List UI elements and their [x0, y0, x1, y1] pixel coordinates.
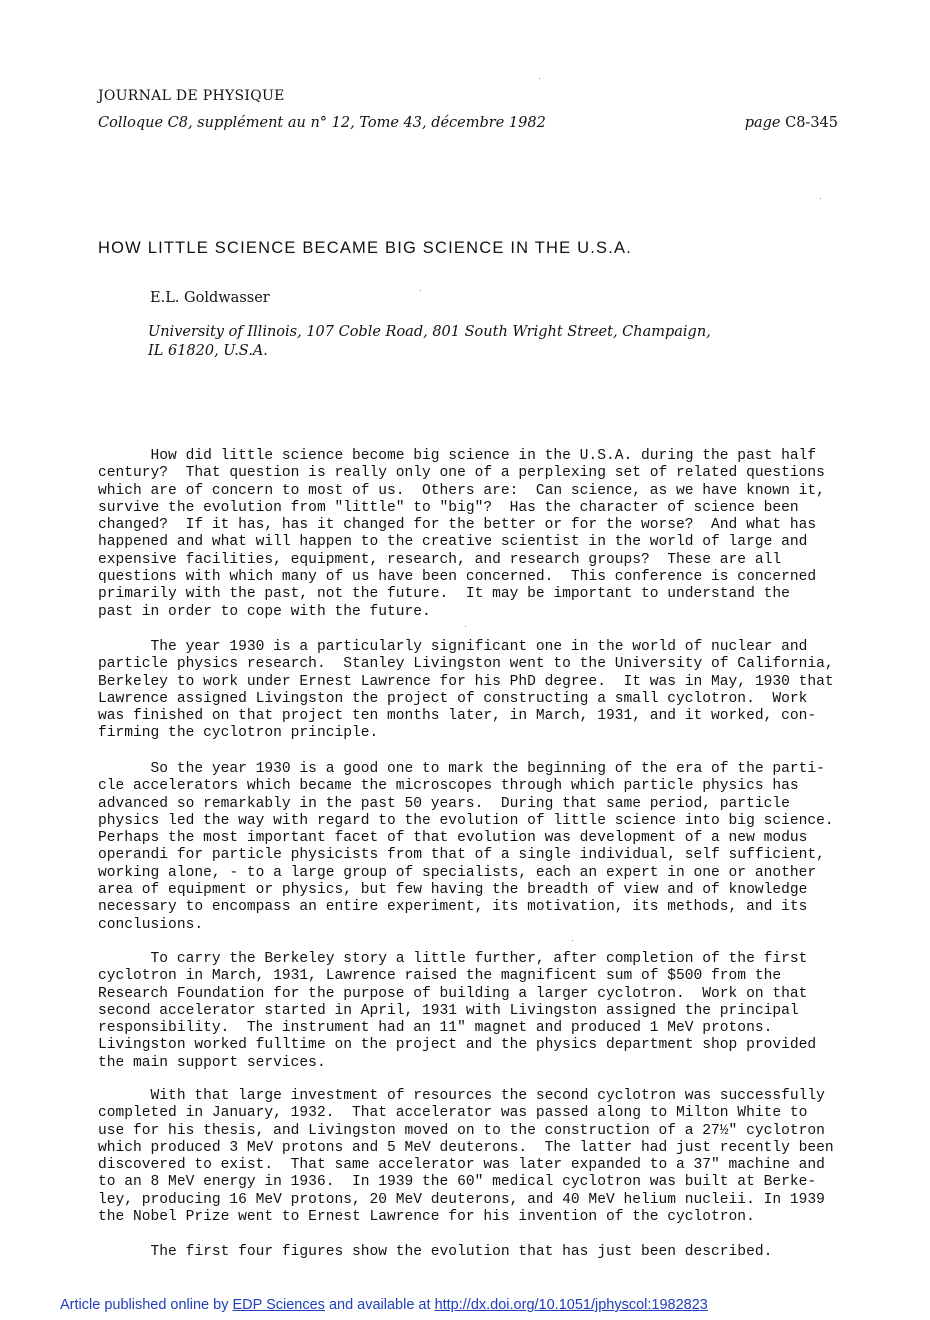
- doi-link[interactable]: http://dx.doi.org/10.1051/jphyscol:1982823: [434, 1297, 708, 1313]
- scan-speck: [820, 198, 821, 199]
- paragraph-line: Research Foundation for the purpose of building a larger cyclotron. Work on that: [98, 985, 808, 1002]
- affiliation: [148, 323, 828, 361]
- paragraph-line: necessary to encompass an entire experiment, its motivation, its methods, and its: [98, 899, 808, 916]
- paragraph-line: the Nobel Prize went to Ernest Lawrence for his invention of the cyclotron.: [98, 1209, 755, 1226]
- paragraph-line: So the year 1930 is a good one to mark the beginning of the era of the parti-: [98, 761, 825, 777]
- body-paragraph: [98, 951, 843, 1072]
- paragraph-line: use for his thesis, and Livingston moved on to the construction of a 27½" cyclotron: [98, 1122, 825, 1139]
- body-paragraph: [98, 639, 843, 743]
- body-paragraph: [98, 761, 843, 934]
- paragraph-line: operandi for particle physicists from that of a single individual, self sufficient,: [98, 847, 825, 864]
- body-paragraph: [98, 448, 843, 621]
- paragraph-line: primarily with the past, not the future. It may be important to understand the: [98, 586, 790, 603]
- paragraph-line: particle physics research. Stanley Livingston went to the University of California,: [98, 656, 834, 673]
- paragraph-line: was finished on that project ten months later, in March, 1931, and it worked, con-: [98, 708, 817, 725]
- paragraph-line: century? That question is really only one of a perplexing set of related questions: [98, 465, 825, 482]
- page-number: [745, 115, 838, 131]
- paragraph-line: happened and what will happen to the creative scientist in the world of large and: [98, 534, 808, 551]
- paragraph-line: Lawrence assigned Livingston the project of constructing a small cyclotron. Work: [98, 690, 808, 707]
- paragraph-line: Livingston worked fulltime on the project and the physics department shop provided: [98, 1037, 817, 1054]
- paragraph-line: questions with which many of us have been concerned. This conference is concerned: [98, 569, 817, 586]
- paragraph-line: physics led the way with regard to the evolution of little science into big science.: [98, 812, 834, 829]
- paragraph-line: advanced so remarkably in the past 50 years. During that same period, particle: [98, 795, 790, 812]
- paragraph-line: expensive facilities, equipment, research, and research groups? These are all: [98, 551, 782, 568]
- paragraph-line: responsibility. The instrument had an 11" magnet and produced 1 MeV protons.: [98, 1020, 773, 1037]
- scan-speck: [420, 290, 421, 291]
- paragraph-line: Berkeley to work under Ernest Lawrence for his PhD degree. It was in May, 1930 that: [98, 673, 834, 690]
- paragraph-line: The first four figures show the evolution that has just been described.: [98, 1244, 773, 1260]
- paragraph-line: To carry the Berkeley story a little further, after completion of the first: [98, 951, 808, 967]
- paragraph-line: cle accelerators which became the microscopes through which particle physics has: [98, 778, 799, 795]
- colloque-line: Colloque C8, supplément au n° 12, Tome 43, décembre 1982: [98, 115, 546, 131]
- paragraph-line: changed? If it has, has it changed for the better or for the worse? And what has: [98, 517, 817, 534]
- paragraph-line: conclusions.: [98, 916, 204, 933]
- footer: [60, 1297, 708, 1313]
- body-paragraph: [98, 1088, 843, 1226]
- affiliation-line: IL 61820, U.S.A.: [148, 343, 268, 359]
- paper-title: HOW LITTLE SCIENCE BECAME BIG SCIENCE IN THE U.S.A.: [98, 239, 632, 257]
- paragraph-line: to an 8 MeV energy in 1936. In 1939 the 60" medical cyclotron was built at Berke-: [98, 1174, 817, 1191]
- paragraph-line: which are of concern to most of us. Others are: Can science, as we have known it,: [98, 482, 825, 499]
- publisher-link[interactable]: EDP Sciences: [232, 1297, 325, 1313]
- paragraph-line: The year 1930 is a particularly significant one in the world of nuclear and: [98, 639, 808, 655]
- paragraph-line: How did little science become big science in the U.S.A. during the past half: [98, 448, 817, 464]
- paragraph-line: past in order to cope with the future.: [98, 603, 431, 620]
- paragraph-line: ley, producing 16 MeV protons, 20 MeV deuterons, and 40 MeV helium nucleii. In 1939: [98, 1191, 825, 1208]
- author: E.L. Goldwasser: [150, 290, 270, 306]
- page-label: page: [744, 115, 781, 131]
- paragraph-line: completed in January, 1932. That accelerator was passed along to Milton White to: [98, 1105, 808, 1122]
- footer-middle: and available at: [324, 1297, 435, 1313]
- paragraph-line: firming the cyclotron principle.: [98, 725, 379, 742]
- footer-prefix: Article published online by: [60, 1297, 233, 1313]
- paragraph-line: With that large investment of resources the second cyclotron was successfully: [98, 1088, 825, 1104]
- paragraph-line: second accelerator started in April, 1931 with Livingston assigned the principal: [98, 1002, 799, 1019]
- scan-speck: [572, 940, 573, 941]
- scan-speck: [465, 626, 466, 627]
- paragraph-line: discovered to exist. That same accelerator was later expanded to a 37" machine and: [98, 1157, 825, 1174]
- paragraph-line: the main support services.: [98, 1054, 326, 1071]
- journal-name: JOURNAL DE PHYSIQUE: [98, 88, 285, 104]
- affiliation-line: University of Illinois, 107 Coble Road, 801 South Wright Street, Champaign,: [148, 324, 711, 340]
- paragraph-line: Perhaps the most important facet of that evolution was development of a new modus: [98, 830, 808, 847]
- paragraph-line: cyclotron in March, 1931, Lawrence raised the magnificent sum of $500 from the: [98, 968, 782, 985]
- paragraph-line: area of equipment or physics, but few having the breadth of view and of knowledge: [98, 882, 808, 899]
- body-paragraph: [98, 1244, 843, 1261]
- paragraph-line: which produced 3 MeV protons and 5 MeV deuterons. The latter had just recently been: [98, 1139, 834, 1156]
- scan-speck: [539, 78, 540, 79]
- paragraph-line: survive the evolution from "little" to "big"? Has the character of science been: [98, 499, 799, 516]
- paragraph-line: working alone, - to a large group of specialists, each an expert in one or another: [98, 864, 817, 881]
- page-number-value: C8-345: [785, 115, 838, 131]
